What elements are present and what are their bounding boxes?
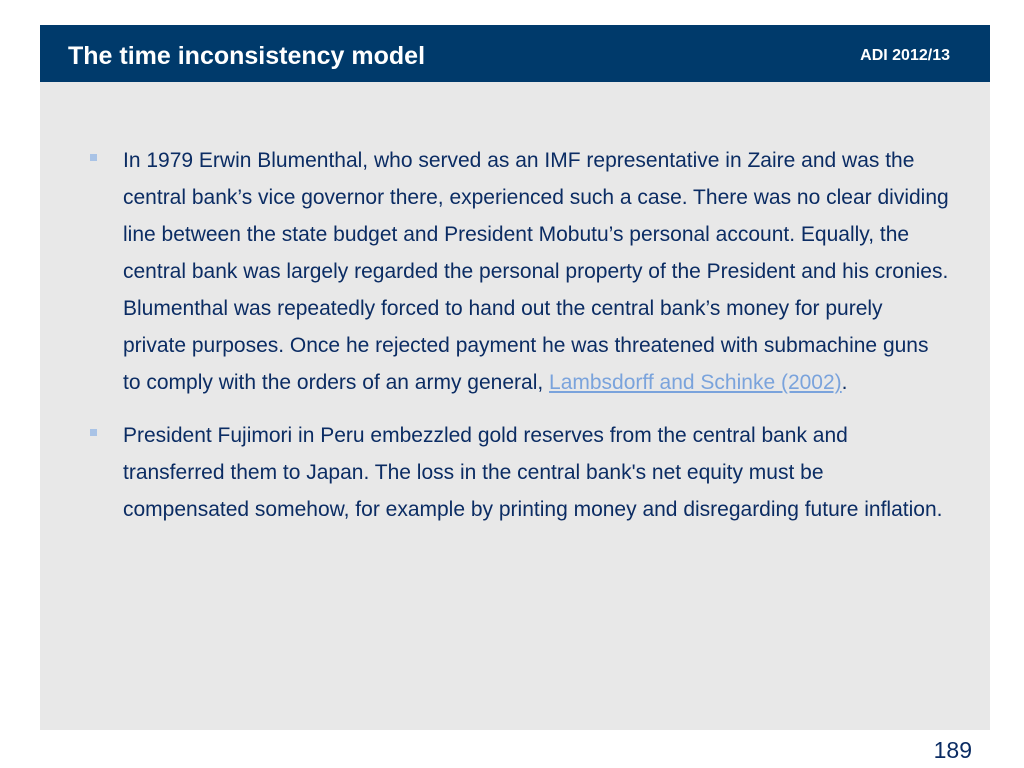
- content-area: [40, 82, 990, 730]
- title-bar: [40, 25, 990, 82]
- square-bullet-icon: [90, 154, 97, 161]
- course-label: ADI 2012/13: [860, 47, 950, 64]
- bullet-item-blumenthal: [90, 142, 950, 401]
- bullet-list: [90, 142, 950, 544]
- page-number: 189: [933, 737, 972, 763]
- slide-title: The time inconsistency model: [68, 42, 426, 70]
- bullet-item-fujimori: [90, 417, 950, 528]
- bullet-text: President Fujimori in Peru embezzled gold reserves from the central bank and transferred them to Japan. The loss in the central bank's net equity must be compensated somehow, for example by printing money and disregarding future inflation.: [123, 424, 943, 521]
- bullet-text: [123, 142, 950, 401]
- bullet-text-end: .: [841, 371, 848, 394]
- citation-link[interactable]: Lambsdorff and Schinke (2002): [549, 371, 842, 394]
- square-bullet-icon: [90, 429, 97, 436]
- bullet-text-body: In 1979 Erwin Blumenthal, who served as an IMF representative in Zaire and was the central bank’s vice governor there, experienced such a case. There was no clear dividing line between the state budget and President Mobutu’s personal account. Equally, the central bank was largely regarded the personal property of the President and his cronies. Blumenthal was repeatedly forced to hand out the central bank’s money for purely private purposes. Once he rejected payment he was threatened with submachine guns to comply with the orders of an army general,: [123, 149, 949, 394]
